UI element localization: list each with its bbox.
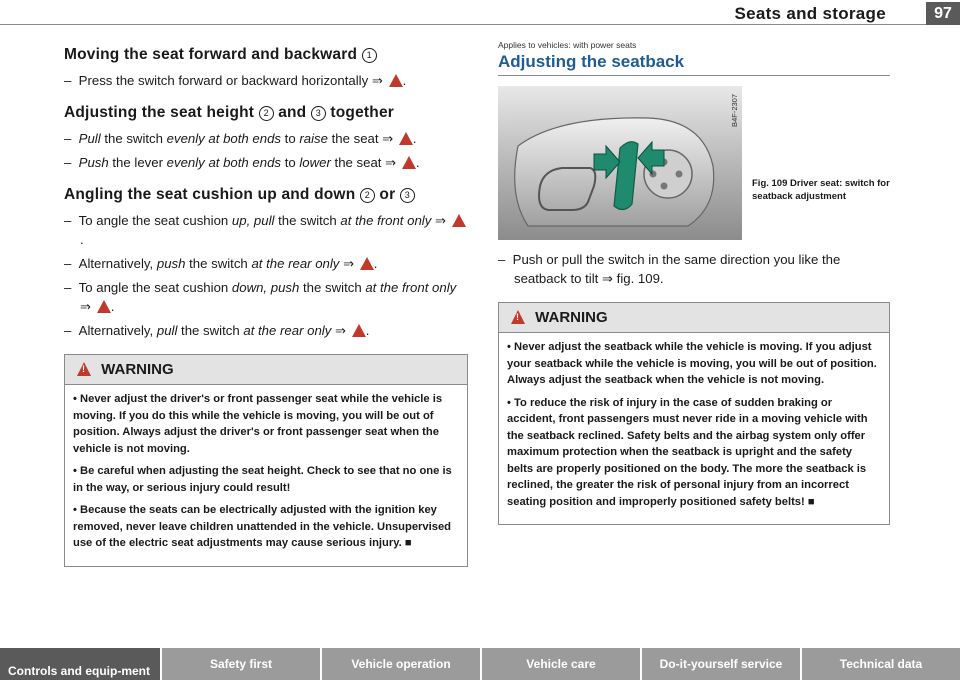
callout-3: 3 — [400, 188, 415, 203]
figure-id: B4F-2307 — [730, 94, 739, 127]
tab-vehicle-operation[interactable]: Vehicle operation — [322, 648, 480, 680]
callout-2: 2 — [360, 188, 375, 203]
warning-header: ! WARNING — [499, 303, 889, 333]
warning-icon — [352, 324, 366, 337]
warning-paragraph: • Because the seats can be electrically adjusted with the ignition key removed, never leave children unattended in the vehicle. Unsupervised use of the electric seat adjustments may cause serious injury. ■ — [73, 504, 452, 549]
list-item: – Press the switch forward or backward horizontally ⇒ ! . — [64, 71, 468, 90]
seat-switch-illustration — [498, 86, 742, 240]
warning-icon — [452, 214, 466, 227]
tab-safety-first[interactable]: Safety first — [162, 648, 320, 680]
warning-box — [64, 354, 468, 567]
list-item: – To angle the seat cushion down, push the switch at the front only ⇒ ! . — [64, 278, 468, 316]
tab-controls-and-equipment[interactable]: Controls and equip-ment — [0, 648, 160, 680]
right-column — [498, 40, 890, 525]
warning-icon — [360, 257, 374, 270]
list-item: – To angle the seat cushion up, pull the switch at the front only ⇒ !. — [64, 211, 468, 249]
section-heading-height: Adjusting the seat height 2 and 3 together — [64, 104, 394, 121]
callout-2: 2 — [259, 106, 274, 121]
warning-icon — [511, 310, 525, 324]
applies-note: Applies to vehicles: with power seats — [498, 40, 637, 50]
warning-icon — [77, 362, 91, 376]
running-head: Seats and storage — [734, 4, 886, 23]
warning-icon — [97, 300, 111, 313]
list-item: – Push the lever evenly at both ends to lower the seat ⇒ ! . — [64, 153, 468, 172]
section-heading-move: Moving the seat forward and backward 1 — [64, 46, 468, 64]
warning-icon — [389, 74, 403, 87]
warning-paragraph: • To reduce the risk of injury in the case of sudden braking or accident, front passengers must never ride in a moving vehicle with the seatback reclined. Safety belts and the airbag system only offer maximum protection when the seatback is upright and the safety belts are properly positioned on the body. The more the seatback is reclined, the greater the risk of personal injury from an incorrect seating position and improperly positioned safety belts! ■ — [507, 396, 868, 508]
list-item: – Alternatively, pull the switch at the rear only ⇒ ! . — [64, 321, 468, 340]
list-item: – Alternatively, push the switch at the rear only ⇒ ! . — [64, 254, 468, 273]
figure-caption: Fig. 109 Driver seat: switch for seatback adjustment — [752, 178, 890, 202]
warning-paragraph: • Never adjust the seatback while the vehicle is moving. If you adjust your seatback while the vehicle is moving, you will be out of position. Always adjust the seatback when the vehicle is not moving. — [507, 341, 877, 386]
tab-do-it-yourself-service[interactable]: Do-it-yourself service — [642, 648, 800, 680]
section-heading-angle: Angling the seat cushion up and down 2 or 3 — [64, 186, 468, 204]
warning-icon — [399, 132, 413, 145]
warning-icon — [402, 156, 416, 169]
section-title: Adjusting the seatback — [498, 52, 890, 76]
callout-3: 3 — [311, 106, 326, 121]
figure — [498, 86, 890, 240]
top-rule — [0, 24, 936, 25]
list-item: – Push or pull the switch in the same direction you like the seatback to tilt ⇒ fig. 109. — [498, 252, 841, 286]
callout-1: 1 — [362, 48, 377, 63]
footer-nav — [0, 648, 960, 680]
left-column — [64, 40, 468, 567]
warning-header: ! WARNING — [65, 355, 467, 385]
tab-technical-data[interactable]: Technical data — [802, 648, 960, 680]
list-item: – Pull the switch evenly at both ends to raise the seat ⇒ ! . — [64, 129, 468, 148]
warning-paragraph: • Never adjust the driver's or front passenger seat while the vehicle is moving. If you do this while the vehicle is moving, you will be out of position. Always adjust the driver's or front passenger seat when the vehicle is not moving. — [73, 393, 443, 455]
tab-vehicle-care[interactable]: Vehicle care — [482, 648, 640, 680]
page-number: 97 — [926, 2, 960, 25]
warning-box — [498, 302, 890, 525]
warning-paragraph: • Be careful when adjusting the seat height. Check to see that no one is in the way, or serious injury could result! — [73, 465, 452, 494]
